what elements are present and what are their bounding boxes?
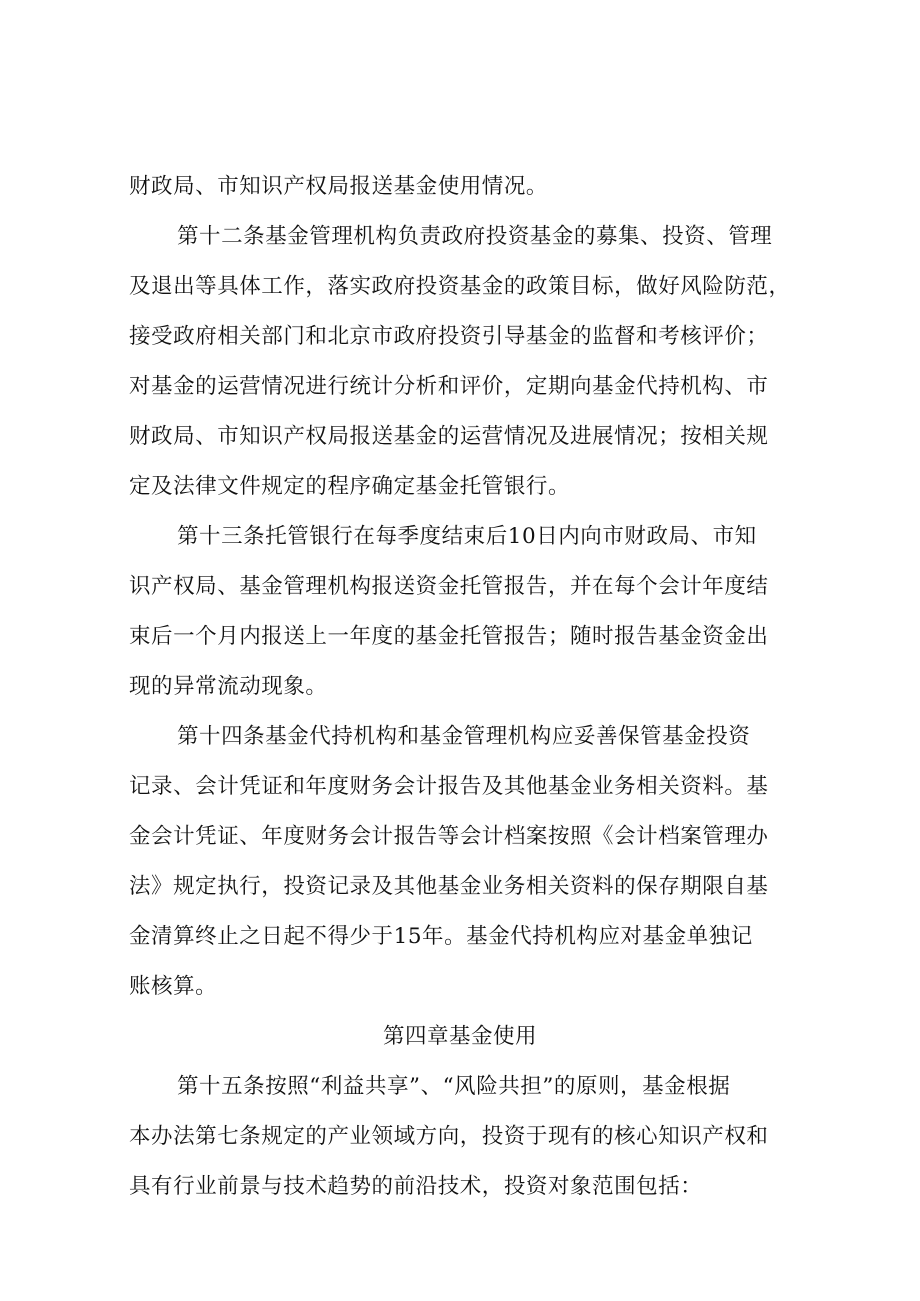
text-line: 记录、会计凭证和年度财务会计报告及其他基金业务相关资料。基 [129, 774, 769, 799]
text-line: 及退出等具体工作，落实政府投资基金的政策目标，做好风险防范， [129, 274, 791, 299]
text-line: 束后一个月内报送上一年度的基金托管报告；随时报告基金资金出 [129, 624, 769, 649]
text-line: 金会计凭证、年度财务会计报告等会计档案按照《会计档案管理办 [129, 824, 769, 849]
text-line: 法》规定执行，投资记录及其他基金业务相关资料的保存期限自基 [129, 874, 769, 899]
text-line: 财政局、市知识产权局报送基金使用情况。 [129, 174, 548, 199]
text-line: 本办法第七条规定的产业领域方向，投资于现有的核心知识产权和 [129, 1124, 769, 1149]
text-line: 第十二条基金管理机构负责政府投资基金的募集、投资、管理 [177, 224, 773, 249]
text-line: 定及法律文件规定的程序确定基金托管银行。 [129, 474, 571, 499]
text-line: 第十五条按照“利益共享”、“风险共担”的原则，基金根据 [177, 1074, 731, 1099]
text-line: 第十三条托管银行在每季度结束后10日内向市财政局、市知 [177, 524, 757, 549]
text-line: 财政局、市知识产权局报送基金的运营情况及进展情况；按相关规 [129, 424, 769, 449]
text-line: 现的异常流动现象。 [129, 674, 328, 699]
text-line: 第十四条基金代持机构和基金管理机构应妥善保管基金投资 [177, 724, 751, 749]
text-line: 接受政府相关部门和北京市政府投资引导基金的监督和考核评价； [129, 324, 769, 349]
text-line: 识产权局、基金管理机构报送资金托管报告，并在每个会计年度结 [129, 574, 769, 599]
text-line: 金清算终止之日起不得少于15年。基金代持机构应对基金单独记 [129, 924, 753, 949]
text-line: 具有行业前景与技术趋势的前沿技术，投资对象范围包括： [129, 1174, 703, 1199]
text-line: 对基金的运营情况进行统计分析和评价，定期向基金代持机构、市 [129, 374, 769, 399]
text-line: 账核算。 [129, 974, 218, 999]
chapter-heading: 第四章基金使用 [382, 1024, 537, 1049]
